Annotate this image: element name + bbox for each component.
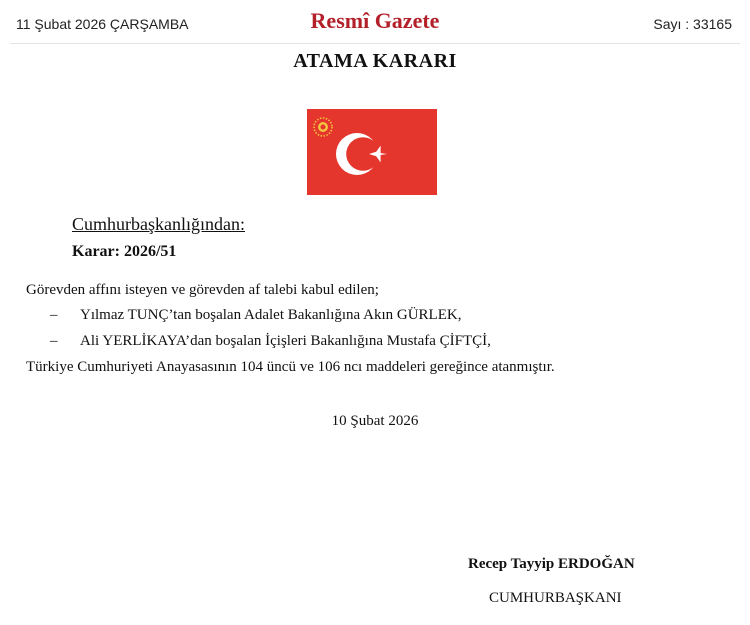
issue-number: Sayı : 33165 (653, 16, 732, 32)
header-divider (10, 43, 740, 44)
header-date: 11 Şubat 2026 ÇARŞAMBA (16, 16, 189, 32)
publication-title: Resmî Gazete (310, 8, 440, 33)
list-item-text: Ali YERLİKAYA’dan boşalan İçişleri Bakanlığına Mustafa ÇİFTÇİ, (80, 333, 491, 349)
decision-number: Karar: 2026/51 (72, 243, 177, 260)
intro-paragraph: Görevden affını isteyen ve görevden af talebi kabul edilen; (26, 282, 379, 298)
document-title: ATAMA KARARI (293, 50, 457, 72)
gazette-header (0, 0, 750, 44)
signatory-name: Recep Tayyip ERDOĞAN (468, 556, 635, 572)
list-dash: – (50, 307, 58, 323)
list-item (50, 333, 491, 350)
turkish-flag-icon (307, 109, 437, 195)
closing-paragraph: Türkiye Cumhuriyeti Anayasasının 104 üncü ve 106 ncı maddeleri gereğince atanmıştır. (26, 359, 555, 375)
list-item-text: Yılmaz TUNÇ’tan boşalan Adalet Bakanlığına Akın GÜRLEK, (80, 307, 462, 323)
signatory-title: CUMHURBAŞKANI (489, 590, 622, 606)
decision-date: 10 Şubat 2026 (331, 413, 419, 429)
list-item (50, 307, 461, 324)
list-dash: – (50, 333, 58, 349)
issuing-authority: Cumhurbaşkanlığından: (72, 214, 245, 234)
